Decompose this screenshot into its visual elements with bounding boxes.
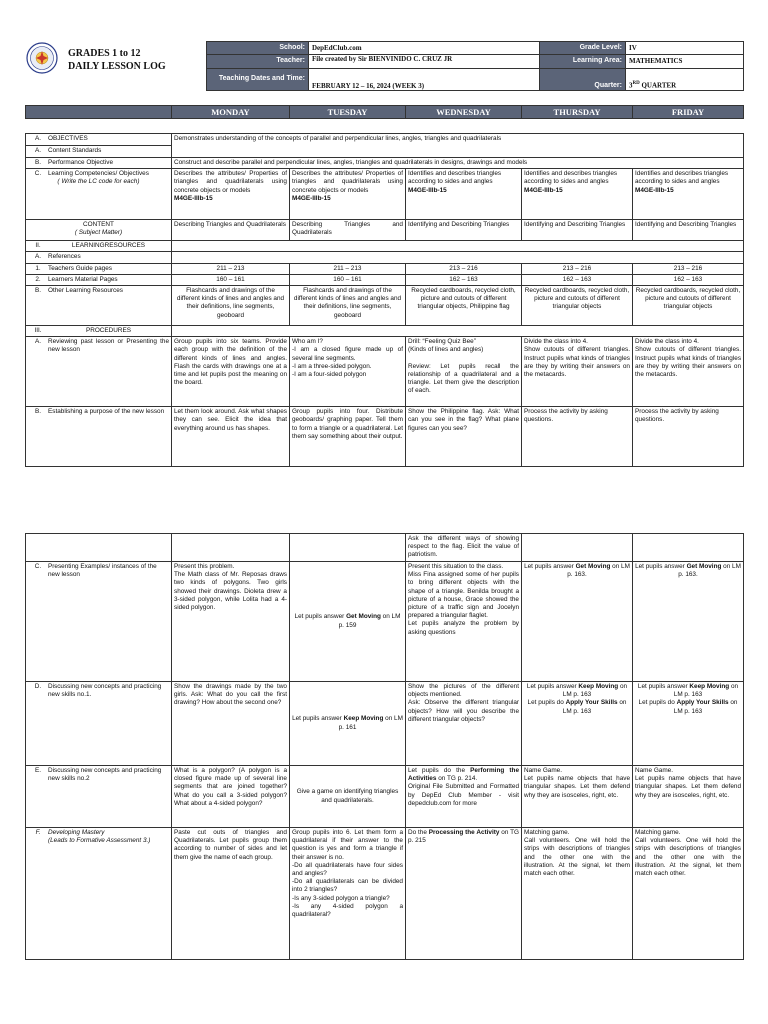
review-wednesday: Drill: “Feeling Quiz Bee” (Kinds of lines and angles) Review: Let pupils recall the relationship of a quadrilateral and a triangle. Let them give the description of each.	[406, 337, 522, 407]
review-tuesday: Who am I? -I am a closed figure made up of several line segments. -I am a three-sided polygon. -I am a four-sided polygon	[290, 337, 406, 407]
competency-text: Identifies and describes triangles according to sides and angles	[524, 170, 618, 186]
procedures-blank	[172, 326, 744, 337]
discussing-1-friday-b-post: on LM p. 163	[673, 699, 738, 715]
title-line-1: GRADES 1 to 12	[68, 48, 141, 59]
discussing-1-tuesday-post: on LM p. 161	[338, 715, 403, 731]
day-header-table	[25, 105, 744, 119]
references-blank	[172, 252, 744, 263]
discussing-1-num: D.	[34, 683, 42, 690]
competency-wednesday	[406, 169, 522, 220]
continuation-wednesday: Ask the different ways of showing respect to the flag. Elicit the value of patriotism.	[406, 534, 522, 562]
continuation-thursday-blank	[522, 534, 633, 562]
presenting-tuesday	[290, 562, 406, 682]
learning-area-value: MATHEMATICS	[626, 55, 744, 69]
discussing-1-friday-b-pre: Let pupils do	[638, 699, 677, 707]
performance-objective-row-label	[26, 158, 172, 169]
performance-objective-num: B.	[34, 159, 42, 166]
review-row-label	[26, 337, 172, 407]
other-resources-monday: Flashcards and drawings of the different kinds of lines and angles and their definitions, line segments, geoboard	[172, 286, 290, 326]
discussing-1-thursday-b-bold: Apply Your Skills	[565, 699, 618, 707]
teacher-value: File created by Sir BIENVINIDO C. CRUZ JR	[309, 55, 540, 69]
content-wednesday: Identifying and Describing Triangles	[406, 220, 522, 241]
teachers-guide-wednesday: 213 – 216	[406, 263, 522, 274]
content-note: ( Subject Matter)	[74, 229, 123, 237]
learners-material-tuesday: 160 – 161	[290, 274, 406, 285]
discussing-2-wednesday-pre: Let pupils do the	[408, 767, 471, 774]
objectives-label: OBJECTIVES	[48, 135, 88, 142]
competency-code: M4GE-IIIb-15	[174, 194, 213, 202]
learners-material-monday: 160 – 161	[172, 274, 290, 285]
purpose-num: B.	[34, 408, 42, 416]
quarter-suffix: RD	[632, 81, 640, 87]
performance-objective-text: Construct and describe parallel and perpendicular lines, angles, triangles and quadrilaterals in designs, drawings and models	[172, 158, 744, 169]
objectives-row-label	[26, 134, 172, 146]
continuation-tuesday-blank	[290, 534, 406, 562]
content-thursday: Identifying and Describing Triangles	[522, 220, 633, 241]
teacher-label: Teacher:	[207, 55, 309, 69]
discussing-2-label: Discussing new concepts and practicing new skills no.2	[48, 767, 162, 783]
competencies-note: ( Write the LC code for each)	[57, 178, 140, 186]
learners-material-row-label	[26, 274, 172, 285]
other-resources-tuesday: Flashcards and drawings of the different kinds of lines and angles and their definitions, line segments, geoboard	[290, 286, 406, 326]
content-row-label	[26, 220, 172, 241]
discussing-1-tuesday	[290, 682, 406, 766]
discussing-2-wednesday	[406, 766, 522, 828]
presenting-friday-post: on LM p. 163.	[678, 563, 741, 579]
content-label: CONTENT	[83, 221, 114, 229]
other-resources-wednesday: Recycled cardboards, recycled cloth, picture and cutouts of different triangular objects, Philippine flag	[406, 286, 522, 326]
competency-tuesday	[290, 169, 406, 220]
presenting-thursday-post: on LM p. 163.	[567, 563, 630, 579]
review-monday: Group pupils into six teams. Provide each group with the definition of the different kinds of lines and angles. Flash the cards with drawings one at a time and let pupils post the meaning on the board.	[172, 337, 290, 407]
mastery-num: F.	[35, 829, 41, 836]
discussing-2-tuesday: Give a game on identifying triangles and quadrilaterals.	[290, 766, 406, 828]
discussing-1-friday-a-bold: Keep Moving	[689, 683, 730, 690]
competency-code: M4GE-IIIb-15	[524, 186, 563, 194]
discussing-1-thursday-a-pre: Let pupils answer	[526, 683, 579, 690]
discussing-2-friday: Name Game. Let pupils name objects that have triangular shapes. Let them defend why they are isosceles, right, etc.	[633, 766, 744, 828]
mastery-tuesday: Group pupils into 6. Let them form a quadrilateral if their answer to the question is yes and form a triangle if their answer is no. -Do all quadrilaterals have four sides and angles? -Do all quadrilaterals can be divided into 2 triangles? -Is any 3-sided polygon a triangle? -Is any 4-sided polygon a quadrilateral?	[290, 828, 406, 960]
teachers-guide-friday: 213 – 216	[633, 263, 744, 274]
presenting-thursday-pre: Let pupils answer	[524, 563, 576, 570]
content-friday: Identifying and Describing Triangles	[633, 220, 744, 241]
presenting-wednesday: Present this situation to the class. Miss Fina assigned some of her pupils to bring different objects with the shape of a triangle. Benilda brought a picture of a house, Grace showed the picture of a traffic sign and Jocelyn prepared a triangular flaglet. Let pupils analyze the problem by asking questions	[406, 562, 522, 682]
continuation-friday-blank	[633, 534, 744, 562]
discussing-1-row-label	[26, 682, 172, 766]
other-resources-thursday: Recycled cardboards, recycled cloth, picture and cutouts of different triangular objects	[522, 286, 633, 326]
content-standards-row-label	[26, 146, 172, 158]
teachers-guide-tuesday: 211 – 213	[290, 263, 406, 274]
teachers-guide-monday: 211 – 213	[172, 263, 290, 274]
competency-code: M4GE-IIIb-15	[408, 186, 447, 194]
competency-code: M4GE-IIIb-15	[292, 194, 331, 202]
quarter-value	[626, 69, 744, 91]
presenting-thursday	[522, 562, 633, 682]
learning-resources-row-label	[26, 241, 172, 252]
learners-material-num: 2.	[35, 275, 41, 283]
competencies-label: Learning Competencies/ Objectives	[48, 170, 149, 178]
school-value: DepEdClub.com	[309, 42, 540, 55]
presenting-num: C.	[34, 563, 42, 570]
day-header-thursday: THURSDAY	[522, 106, 633, 119]
presenting-tuesday-bold: Get Moving	[346, 613, 381, 621]
performance-objective-label: Performance Objective	[48, 159, 113, 166]
competency-thursday	[522, 169, 633, 220]
references-num: A.	[34, 253, 42, 261]
objectives-num: A.	[34, 135, 42, 142]
day-header-friday: FRIDAY	[633, 106, 744, 119]
content-standards-text: Demonstrates understanding of the concepts of parallel and perpendicular lines, angles, triangles and quadrilaterals	[172, 134, 744, 158]
presenting-friday	[633, 562, 744, 682]
procedures-label: PROCEDURES	[85, 327, 132, 335]
mastery-wednesday-post: on TG p. 215	[408, 829, 520, 845]
review-friday: Divide the class into 4. Show cutouts of different triangles. Instruct pupils what kinds of triangles are they by writing their answers on the metacards.	[633, 337, 744, 407]
other-resources-label: Other Learning Resources	[48, 287, 123, 295]
other-resources-row-label	[26, 286, 172, 326]
mastery-friday: Matching game. Call volunteers. One will hold the strips with descriptions of triangles and the other one with the illustration. At the signal, let them match each other.	[633, 828, 744, 960]
mastery-row-label	[26, 828, 172, 960]
discussing-1-thursday-b-pre: Let pupils do	[527, 699, 566, 707]
content-monday: Describing Triangles and Quadrilaterals	[172, 220, 290, 241]
discussing-1-friday	[633, 682, 744, 766]
quarter-label: Quarter:	[540, 69, 626, 91]
presenting-friday-pre: Let pupils answer	[635, 563, 687, 570]
day-header-blank	[26, 106, 172, 119]
procedures-num: III.	[34, 327, 42, 335]
mastery-thursday: Matching game. Call volunteers. One will hold the strips with descriptions of triangles and the other one with the illustration. At the signal, let them match each other.	[522, 828, 633, 960]
learners-material-wednesday: 162 – 163	[406, 274, 522, 285]
competency-text: Describes the attributes/ Properties of triangles and quadrilaterals using concrete objects or models	[292, 170, 403, 194]
discussing-2-wednesday-post: on TG p. 214. Original File Submitted and Formatted by DepEd Club Member - visit depedclub.com for more	[408, 775, 519, 807]
day-header-tuesday: TUESDAY	[290, 106, 406, 119]
presenting-row-label	[26, 562, 172, 682]
discussing-1-thursday-a-post: on LM p. 163	[562, 683, 628, 699]
purpose-row-label	[26, 407, 172, 467]
header-info-table	[206, 41, 744, 91]
other-resources-num: B.	[34, 287, 42, 295]
discussing-1-thursday-b-post: on LM p. 163	[562, 699, 627, 715]
competencies-row-label	[26, 169, 172, 220]
mastery-wednesday-bold: Processing the Activity	[428, 829, 500, 836]
purpose-friday: Process the activity by asking questions.	[633, 407, 744, 467]
mastery-note: (Leads to Formative Assessment 3.)	[48, 837, 151, 845]
teachers-guide-row-label	[26, 263, 172, 274]
lesson-table-2	[25, 533, 744, 960]
title-line-2: DAILY LESSON LOG	[68, 61, 166, 72]
mastery-monday: Paste cut outs of triangles and Quadrilaterals. Let pupils group them according to number of sides and let them give the name of each group.	[172, 828, 290, 960]
procedures-row-label	[26, 326, 172, 337]
grade-level-label: Grade Level:	[540, 42, 626, 55]
discussing-1-friday-b-bold: Apply Your Skills	[676, 699, 729, 707]
quarter-number: 3	[629, 81, 633, 90]
review-thursday: Divide the class into 4. Show cutouts of different triangles. Instruct pupils what kinds of triangles are they by writing their answers on the metacards.	[522, 337, 633, 407]
content-standards-num: A.	[34, 147, 42, 154]
learners-material-friday: 162 – 163	[633, 274, 744, 285]
discussing-1-monday: Show the drawings made by the two girls. Ask: What do you call the first drawing? How about the second one?	[172, 682, 290, 766]
competencies-num: C.	[34, 170, 42, 178]
teaching-dates-value: FEBRUARY 12 – 16, 2024 (WEEK 3)	[309, 69, 540, 91]
continuation-label-blank	[26, 534, 172, 562]
discussing-2-num: E.	[34, 767, 42, 774]
teachers-guide-thursday: 213 – 216	[522, 263, 633, 274]
grade-level-value: IV	[626, 42, 744, 55]
quarter-word: QUARTER	[641, 81, 677, 90]
presenting-label: Presenting Examples/ instances of the new lesson	[48, 563, 157, 579]
discussing-1-friday-a-post: on LM p. 163	[673, 683, 739, 699]
presenting-thursday-bold: Get Moving	[575, 563, 611, 570]
content-standards-label: Content Standards	[48, 147, 102, 154]
discussing-1-thursday-a-bold: Keep Moving	[578, 683, 619, 690]
lesson-table-1	[25, 133, 744, 467]
presenting-monday: Present this problem. The Math class of Mr. Reposas draws two kinds of polygons. Two girls showed their drawings. Dioleta drew a 3-sided polygon, while Lolita had a 4-sided polygon.	[172, 562, 290, 682]
mastery-wednesday	[406, 828, 522, 960]
teachers-guide-num: 1.	[35, 264, 41, 272]
competency-text: Identifies and describes triangles according to sides and angles	[408, 170, 502, 186]
competency-monday	[172, 169, 290, 220]
teachers-guide-label: Teachers Guide pages	[48, 264, 112, 272]
discussing-1-friday-a-pre: Let pupils answer	[637, 683, 690, 690]
deped-seal-logo	[26, 42, 58, 74]
discussing-2-wednesday-bold: Performing the Activities	[408, 767, 519, 783]
school-label: School:	[207, 42, 309, 55]
learning-resources-label: LEARNINGRESOURCES	[71, 242, 146, 250]
discussing-1-wednesday: Show the pictures of the different objects mentioned. Ask: Observe the different triangular objects? How will you describe the different triangular objects?	[406, 682, 522, 766]
title-block	[68, 47, 166, 73]
references-row-label	[26, 252, 172, 263]
competency-friday	[633, 169, 744, 220]
day-header-monday: MONDAY	[172, 106, 290, 119]
review-label: Reviewing past lesson or Presenting the new lesson	[48, 338, 169, 354]
mastery-wednesday-pre: Do the	[408, 829, 429, 836]
purpose-thursday: Process the activity by asking questions.	[522, 407, 633, 467]
references-label: References	[48, 253, 81, 261]
review-num: A.	[34, 338, 42, 346]
purpose-tuesday: Group pupils into four. Distribute geoboards/ graphing paper. Tell them to form a triangle or a quadrilateral. Let them say something about their output.	[290, 407, 406, 467]
discussing-1-thursday	[522, 682, 633, 766]
discussing-2-thursday: Name Game. Let pupils name objects that have triangular shapes. Let them defend why they are isosceles, right, etc.	[522, 766, 633, 828]
purpose-label: Establishing a purpose of the new lesson	[48, 408, 165, 416]
competency-code: M4GE-IIIb-15	[635, 186, 674, 194]
competency-text: Describes the attributes/ Properties of triangles and quadrilaterals using concrete objects or models	[174, 170, 287, 194]
mastery-label: Developing Mastery	[48, 829, 105, 836]
purpose-wednesday: Show the Philippine flag. Ask: What can you see in the flag? What plane figures can you see?	[406, 407, 522, 467]
learners-material-thursday: 162 – 163	[522, 274, 633, 285]
discussing-2-monday: What is a polygon? (A polygon is a closed figure made up of several line segments that are joined together? What do you call a 3-sided polygon? What about a 4-sided polygon?	[172, 766, 290, 828]
other-resources-friday: Recycled cardboards, recycled cloth, picture and cutouts of different triangular objects	[633, 286, 744, 326]
learners-material-label: Learners Material Pages	[48, 275, 118, 283]
presenting-tuesday-pre: Let pupils answer	[294, 613, 347, 621]
learning-area-label: Learning Area:	[540, 55, 626, 69]
continuation-monday-blank	[172, 534, 290, 562]
presenting-tuesday-post: on LM p. 159	[338, 613, 401, 629]
day-header-wednesday: WEDNESDAY	[406, 106, 522, 119]
teaching-dates-label: Teaching Dates and Time:	[207, 69, 309, 91]
learning-resources-num: II.	[35, 242, 41, 250]
discussing-1-tuesday-pre: Let pupils answer	[292, 715, 344, 723]
discussing-1-tuesday-bold: Keep Moving	[343, 715, 384, 723]
content-tuesday: Describing Triangles and Quadrilaterals	[290, 220, 406, 241]
purpose-monday: Let them look around. Ask what shapes they can see. Elicit the idea that everything around us has shapes.	[172, 407, 290, 467]
presenting-friday-bold: Get Moving	[686, 563, 722, 570]
discussing-2-row-label	[26, 766, 172, 828]
discussing-1-label: Discussing new concepts and practicing new skills no.1.	[48, 683, 162, 699]
learning-resources-blank	[172, 241, 744, 252]
competency-text: Identifies and describes triangles according to sides and angles	[635, 170, 729, 186]
